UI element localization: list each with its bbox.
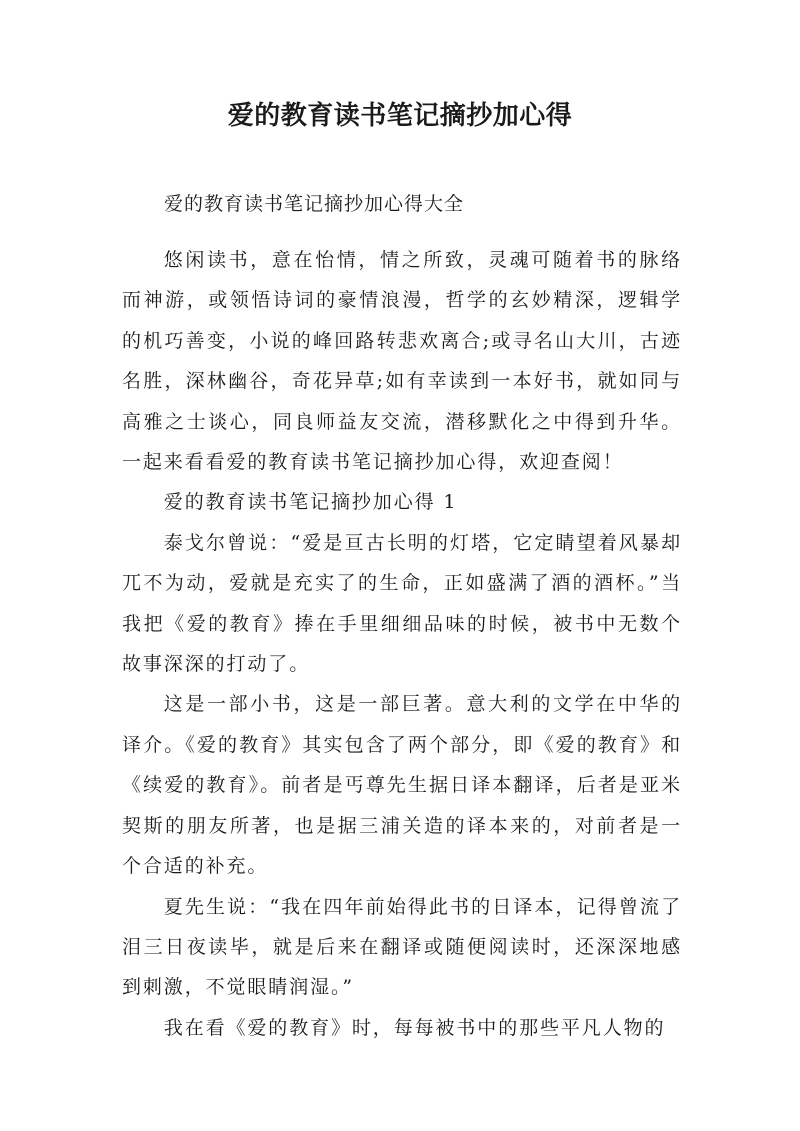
document-subtitle: 爱的教育读书笔记摘抄加心得大全: [164, 193, 465, 215]
section-heading: 爱的教育读书笔记摘抄加心得 1: [163, 491, 458, 514]
paragraph: 我在看《爱的教育》时，每每被书中的那些平凡人物的: [163, 1016, 666, 1039]
paragraph: 这是一部小书，这是一部巨著。意大利的文学在中华的译介。《爱的教育》其实包含了两个部分，即《爱的教育》和《续爱的教育》。前者是丐尊先生据日译本翻译，后者是亚米契斯的朋友所著，也是据三浦关造的译本来的，对前者是一个合适的补充。: [122, 693, 682, 878]
paragraph-intro: 悠闲读书，意在怡情，情之所致，灵魂可随着书的脉络而神游，或领悟诗词的豪情浪漫，哲学的玄妙精深，逻辑学的机巧善变，小说的峰回路转悲欢离合;或寻名山大川，古迹名胜，深林幽谷，奇花异草;如有幸读到一本好书，就如同与高雅之士谈心，同良师益友交流，潜移默化之中得到升华。一起来看看爱的教育读书笔记摘抄加心得，欢迎查阅！: [122, 249, 682, 474]
document-body: [122, 240, 682, 1048]
paragraph: 夏先生说：“我在四年前始得此书的日译本，记得曾流了泪三日夜读毕，就是后来在翻译或随便阅读时，还深深地感到刺激，不觉眼睛润湿。”: [122, 895, 682, 999]
document-title: 爱的教育读书笔记摘抄加心得: [227, 101, 573, 131]
paragraph: 泰戈尔曾说：“爱是亘古长明的灯塔，它定睛望着风暴却兀不为动，爱就是充实了的生命，正如盛满了酒的酒杯。”当我把《爱的教育》捧在手里细细品味的时候，被书中无数个故事深深的打动了。: [122, 531, 682, 676]
